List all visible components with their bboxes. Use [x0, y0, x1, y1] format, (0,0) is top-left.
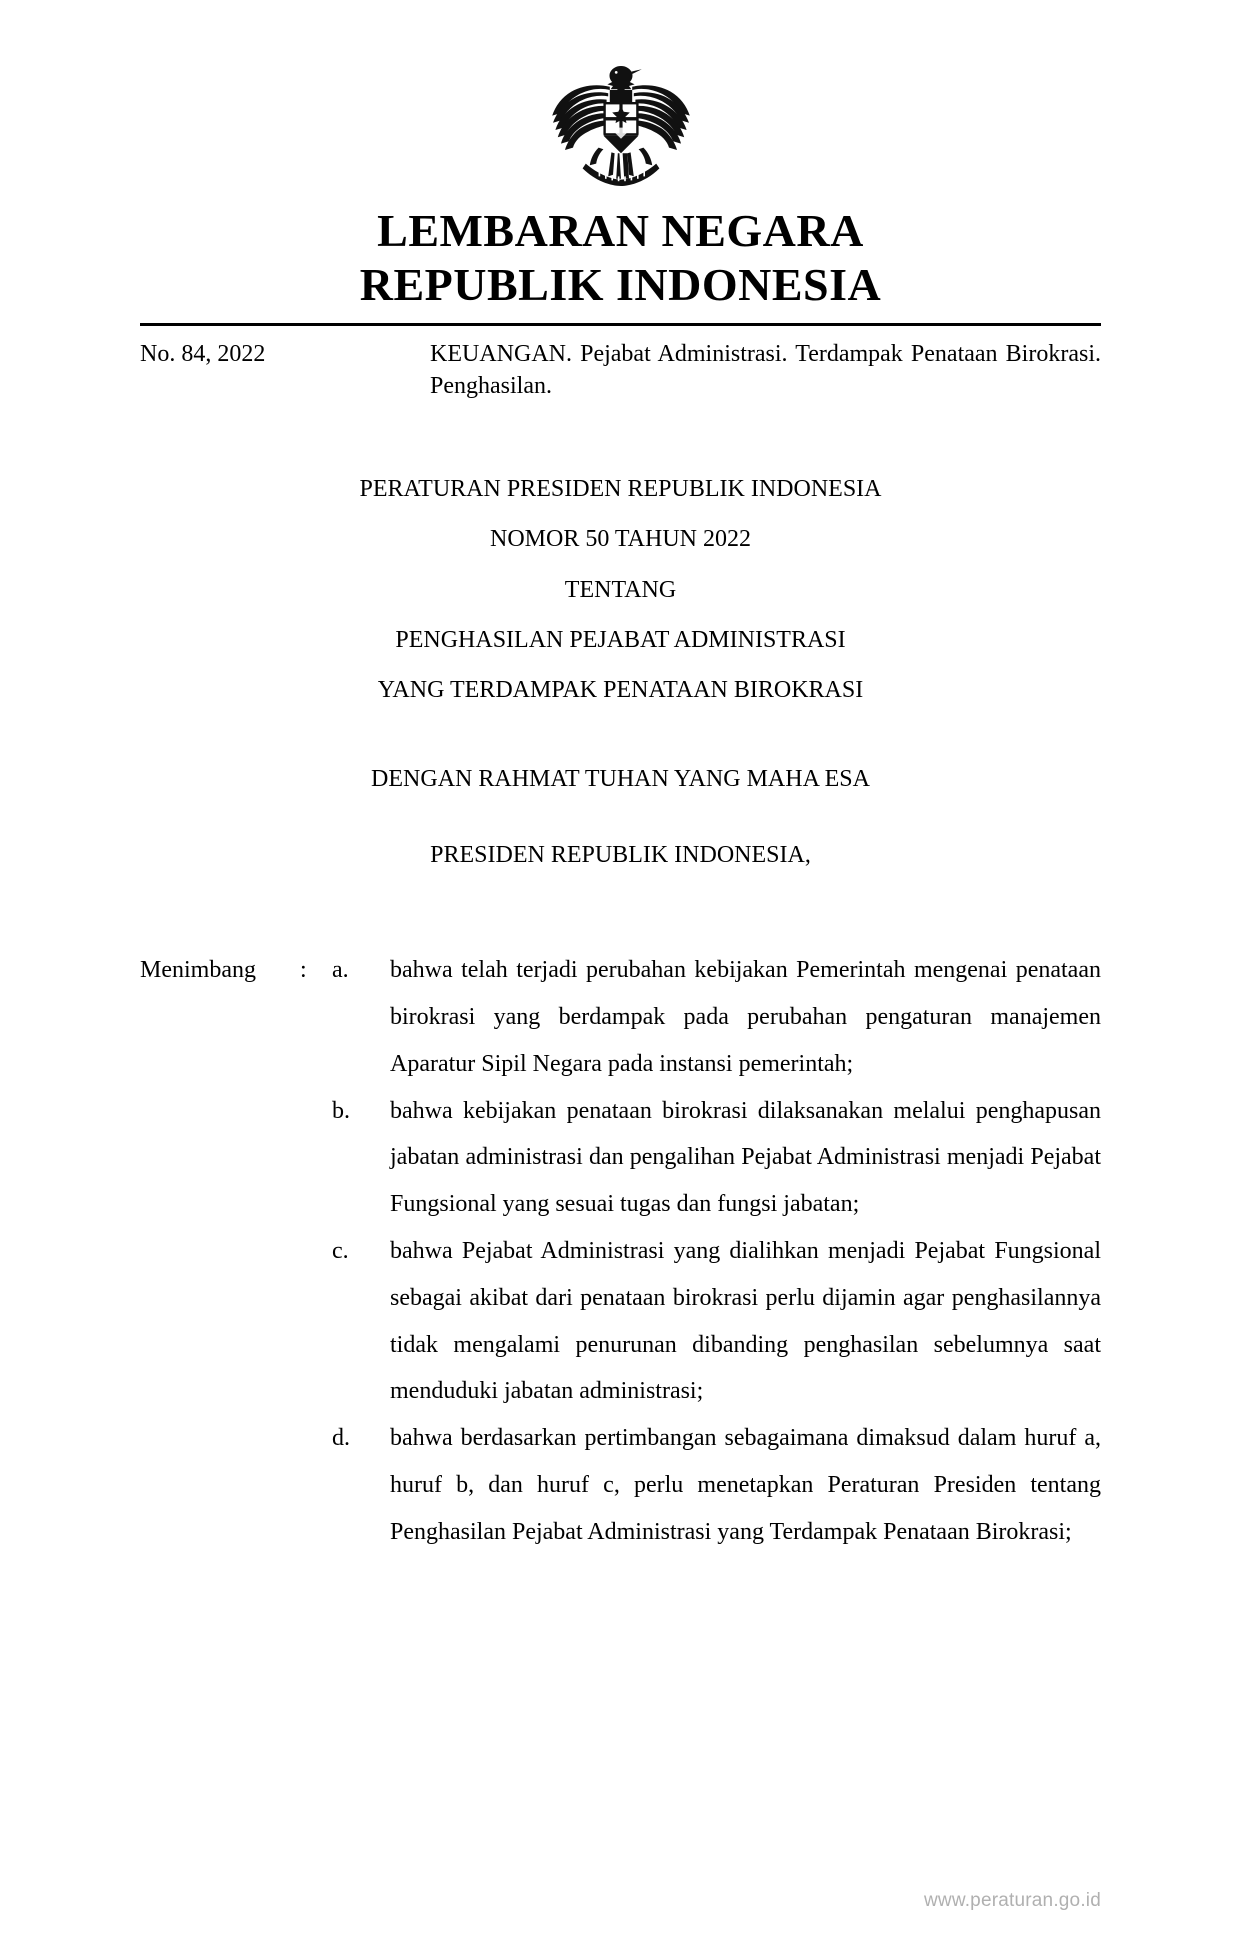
considerations-colon: :	[300, 957, 307, 984]
regulation-title-line-1: PERATURAN PRESIDEN REPUBLIK INDONESIA	[359, 475, 882, 502]
gazette-number: No. 84, 2022	[140, 340, 266, 367]
masthead-line-2: REPUBLIK INDONESIA	[359, 259, 882, 311]
gazette-subject: KEUANGAN. Pejabat Administrasi. Terdampak Penataan Birokrasi. Penghasilan.	[430, 340, 1101, 399]
document-header-row	[140, 338, 1101, 402]
considerations-row	[140, 947, 1101, 1555]
considerations-section	[140, 947, 1101, 1555]
considerations-list	[332, 947, 1101, 1555]
issuing-authority: PRESIDEN REPUBLIK INDONESIA,	[430, 842, 811, 869]
list-item-text: bahwa kebijakan penataan birokrasi dilaksanakan melalui penghapusan jabatan administrasi dan pengalihan Pejabat Administrasi menjadi Pejabat Fungsional yang sesuai tugas dan fungsi jabatan;	[390, 1097, 1101, 1218]
regulation-subject-line-2: YANG TERDAMPAK PENATAAN BIROKRASI	[377, 677, 864, 704]
emblem-container	[140, 0, 1101, 190]
list-item-marker: c.	[332, 1237, 349, 1264]
list-item-marker: d.	[332, 1425, 350, 1452]
list-item-text: bahwa berdasarkan pertimbangan sebagaimana dimaksud dalam huruf a, huruf b, dan huruf c, perlu menetapkan Peraturan Presiden tentang Penghasilan Pejabat Administrasi yang Terdampak Penataan Birokrasi;	[390, 1425, 1101, 1545]
list-item-text: bahwa telah terjadi perubahan kebijakan Pemerintah mengenai penataan birokrasi yang berdampak pada perubahan pengaturan manajemen Aparatur Sipil Negara pada instansi pemerintah;	[390, 957, 1101, 1077]
regulation-subject-line-1: PENGHASILAN PEJABAT ADMINISTRASI	[395, 627, 846, 654]
footer-watermark: www.peraturan.go.id	[923, 1890, 1101, 1911]
masthead-title	[140, 204, 1101, 313]
regulation-number: NOMOR 50 TAHUN 2022	[490, 526, 751, 553]
list-item	[332, 1088, 1101, 1228]
list-item-text: bahwa Pejabat Administrasi yang dialihkan menjadi Pejabat Fungsional sebagai akibat dari penataan birokrasi perlu dijamin agar penghasilannya tidak mengalami penurunan dibanding penghasilan sebelumnya saat menduduki jabatan administrasi;	[390, 1237, 1101, 1405]
garuda-pancasila-emblem	[541, 58, 701, 190]
list-item-marker: a.	[332, 957, 349, 984]
masthead-line-1: LEMBARAN NEGARA	[377, 205, 864, 256]
blessing-line: DENGAN RAHMAT TUHAN YANG MAHA ESA	[371, 765, 870, 792]
list-item	[332, 947, 1101, 1087]
list-item	[332, 1228, 1101, 1415]
masthead-divider	[140, 323, 1101, 326]
regulation-about-label: TENTANG	[564, 576, 677, 603]
list-item-marker: b.	[332, 1097, 350, 1124]
considerations-label: Menimbang	[140, 957, 256, 984]
list-item	[332, 1415, 1101, 1555]
regulation-title-block	[140, 464, 1101, 716]
